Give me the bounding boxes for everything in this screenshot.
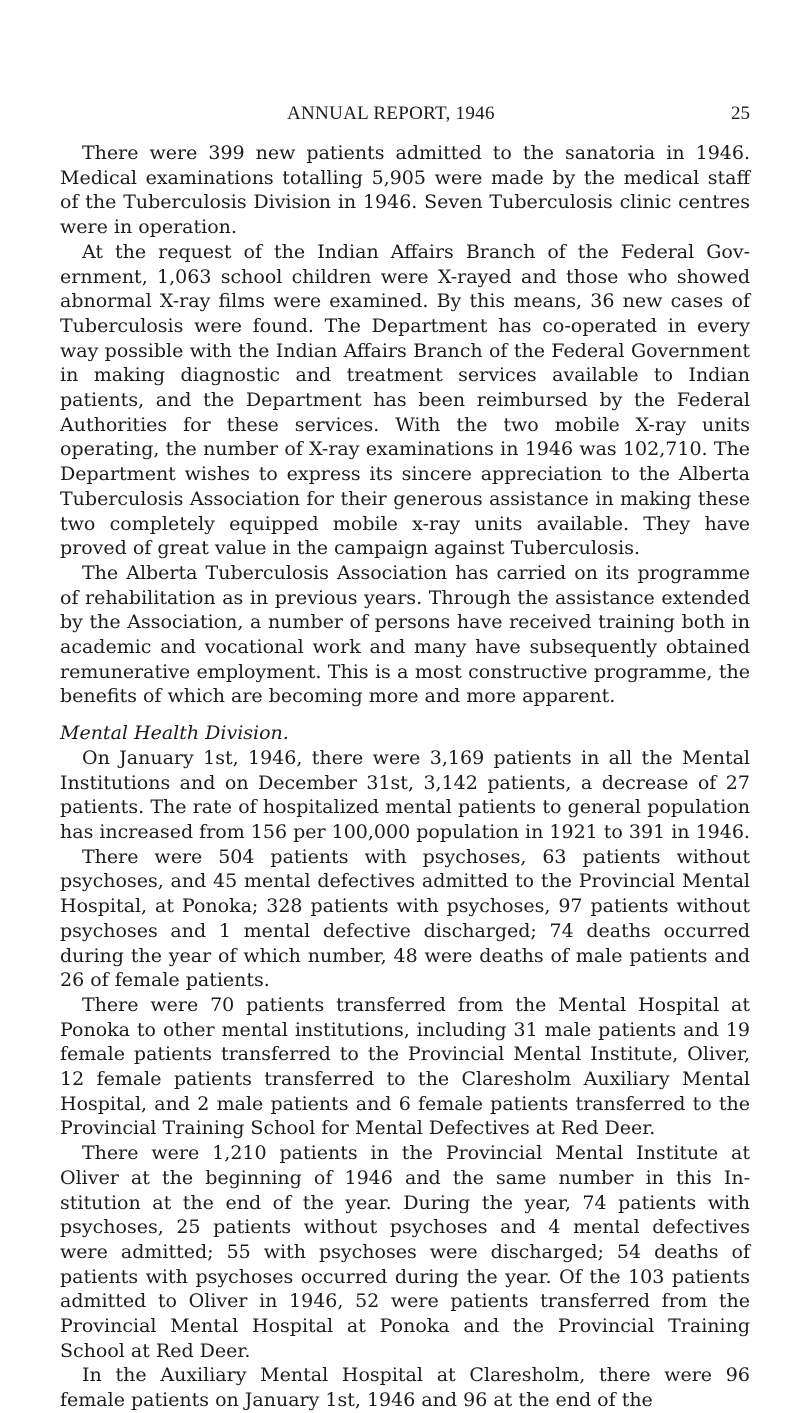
page-number: 25 [731,103,750,124]
paragraph-ponoka-admissions: There were 504 patients with psychoses, 63 patients without psychoses, and 45 mental defectives admitted to the Provincial Mental Hospital, at Ponoka; 328 patients with psychoses, 97 patients without psychoses and 1 mental defective discharged; 74 deaths occurred during the year of which number, 48 were deaths of male patients and 26 of female patients. [60,845,750,992]
running-title: ANNUAL REPORT, 1946 [287,103,495,124]
paragraph-rehabilitation: The Alberta Tuberculosis Association has carried on its programme of rehabilitation as in previous years. Through the assistance extended by the Association, a number of persons have received training both in academic and vocational work and many have subsequently obtained remunerative employment. This is a most constructive programme, the benefits of which are becoming more and more apparent. [60,561,750,708]
running-header [60,103,750,127]
paragraph-sanatoria-admissions: There were 399 new patients admitted to the sanatoria in 1946. Medical examinations totalling 5,905 were made by the medical staff of the Tuberculosis Division in 1946. Seven Tuberculosis clinic centres were in operation. [60,142,750,239]
paragraph-indian-affairs-xray: At the request of the Indian Affairs Branch of the Federal Government, 1,063 school children were X-rayed and those who showed abnormal X-ray films were examined. By this means, 36 new cases of Tuberculosis were found. The Department has co-operated in every way possible with the Indian Affairs Branch of the Federal Government in making diagnostic and treatment services available to Indian patients, and the Department has been reimbursed by the Federal Authorities for these services. With the two mobile X-ray units operating, the number of X-ray examinations in 1946 was 102,710. The Department wishes to express its sincere appreciation to the Alberta Tuberculosis Association for their generous assistance in making these two completely equipped mobile x-ray units available. They have proved of great value in the campaign against Tuberculosis. [60,240,750,560]
paragraph-oliver-institute: There were 1,210 patients in the Provincial Mental Institute at Oliver at the beginning of 1946 and the same number in this Institution at the end of the year. During the year, 74 patients with psychoses, 25 patients without psychoses and 4 mental defectives were admitted; 55 with psychoses were discharged; 54 deaths of patients with psychoses occurred during the year. Of the 103 patients admitted to Oliver in 1946, 52 were patients transferred from the Provincial Mental Hospital at Ponoka and the Provincial Training School at Red Deer. [60,1142,750,1362]
paragraph-patient-totals: On January 1st, 1946, there were 3,169 patients in all the Mental Institutions and on December 31st, 3,142 patients, a decrease of 27 patients. The rate of hospitalized mental patients to general population has increased from 156 per 100,000 population in 1921 to 391 in 1946. [60,746,750,843]
section-heading-mental-health: Mental Health Division. [60,722,289,745]
paragraph-ponoka-transfers: There were 70 patients transferred from the Mental Hospital at Ponoka to other mental institutions, including 31 male patients and 19 female patients transferred to the Provincial Mental Institute, Oliver, 12 female patients transferred to the Claresholm Auxiliary Mental Hospital, and 2 male patients and 6 female patients transferred to the Provincial Training School for Mental Defectives at Red Deer. [60,993,750,1140]
body-text [60,141,750,1413]
paragraph-claresholm: In the Auxiliary Mental Hospital at Claresholm, there were 96 female patients on January 1st, 1946 and 96 at the end of the [60,1364,750,1412]
